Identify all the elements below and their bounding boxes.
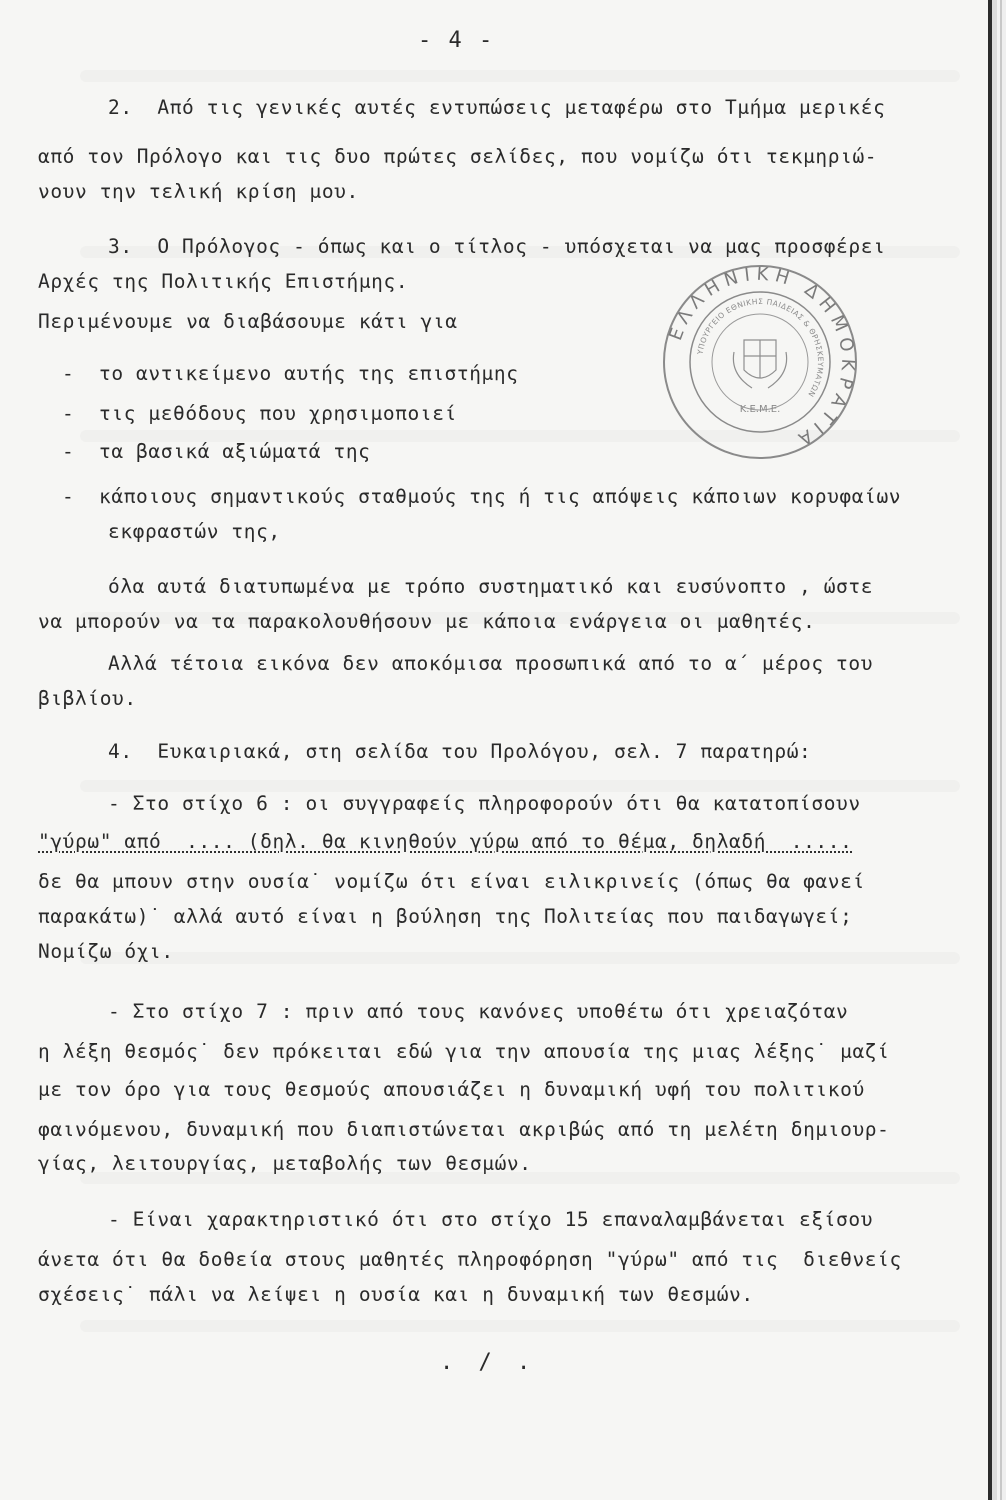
list-item: - το αντικείμενο αυτής της επιστήμης	[62, 362, 519, 385]
bleed-through	[80, 952, 960, 964]
text-line: Αρχές της Πολιτικής Επιστήμης.	[38, 270, 409, 293]
text-line: - Στο στίχο 7 : πριν από τους κανόνες υποθέτω ότι χρειαζόταν	[108, 1000, 849, 1023]
seal-inner-text: ΥΠΟΥΡΓΕΙΟ ΕΘΝΙΚΗΣ ΠΑΙΔΕΙΑΣ & ΘΡΗΣΚΕΥΜΑΤΩΝ	[695, 296, 826, 399]
text-line: με τον όρο για τους θεσμούς απουσιάζει η δυναμική υφή του πολιτικού	[38, 1078, 865, 1101]
seal-outer-text: ΕΛΛΗΝΙΚΗ ΔΗΜΟΚΡΑΤΙΑ	[665, 263, 859, 453]
page-number: - 4 -	[418, 28, 495, 53]
bleed-through	[80, 70, 960, 82]
text-line: φαινόμενου, δυναμική που διαπιστώνεται ακριβώς από τη μελέτη δημιουρ-	[38, 1118, 890, 1141]
text-line: παρακάτω)˙ αλλά αυτό είναι η βούληση της Πολιτείας που παιδαγωγεί;	[38, 905, 853, 928]
text-line: 2. Από τις γενικές αυτές εντυπώσεις μεταφέρω στο Τμήμα μερικές	[108, 96, 886, 119]
text-line: σχέσεις˙ πάλι να λείψει η ουσία και η δυναμική των θεσμών.	[38, 1283, 754, 1306]
text-line: βιβλίου.	[38, 687, 137, 710]
text-line: - Στο στίχο 6 : οι συγγραφείς πληροφορούν ότι θα κατατοπίσουν	[108, 792, 861, 815]
text-line-underlined: "γύρω" από .... (δηλ. θα κινηθούν γύρω από το θέμα, δηλαδή .....	[38, 830, 853, 853]
text-line: 3. Ο Πρόλογος - όπως και ο τίτλος - υπόσχεται να μας προσφέρει	[108, 235, 886, 258]
text-line: από τον Πρόλογο και τις δυο πρώτες σελίδες, που νομίζω ότι τεκμηριώ-	[38, 145, 878, 168]
text-line: εκφραστών της,	[108, 520, 281, 543]
scan-edge	[988, 0, 1006, 1500]
official-seal-stamp	[660, 262, 860, 462]
bleed-through	[80, 1320, 960, 1332]
text-line: γίας, λειτουργίας, μεταβολής των θεσμών.	[38, 1152, 532, 1175]
text-line: Αλλά τέτοια εικόνα δεν αποκόμισα προσωπικά από το α΄ μέρος του	[108, 652, 874, 675]
list-item: - τις μεθόδους που χρησιμοποιεί	[62, 402, 457, 425]
text-line: - Είναι χαρακτηριστικό ότι στο στίχο 15 επαναλαμβάνεται εξίσου	[108, 1208, 874, 1231]
text-line: 4. Ευκαιριακά, στη σελίδα του Προλόγου, σελ. 7 παρατηρώ:	[108, 740, 812, 763]
coat-of-arms-icon	[733, 340, 786, 388]
text-line: Νομίζω όχι.	[38, 940, 174, 963]
list-item: - τα βασικά αξιώματά της	[62, 440, 371, 463]
text-line: άνετα ότι θα δοθεία στους μαθητές πληροφόρηση "γύρω" από τις διεθνείς	[38, 1248, 902, 1271]
text-line: η λέξη θεσμός˙ δεν πρόκειται εδώ για την απουσία της μιας λέξης˙ μαζί	[38, 1040, 890, 1063]
text-line: να μπορούν να τα παρακολουθήσουν με κάποια ενάργεια οι μαθητές.	[38, 610, 816, 633]
text-line: Περιμένουμε να διαβάσουμε κάτι για	[38, 310, 458, 333]
continuation-mark: . / .	[440, 1350, 537, 1375]
text-line: δε θα μπουν στην ουσία˙ νομίζω ότι είναι ειλικρινείς (όπως θα φανεί	[38, 870, 865, 893]
seal-bottom-text: Κ.Ε.Μ.Ε.	[739, 404, 781, 415]
bleed-through	[80, 780, 960, 792]
list-item: - κάποιους σημαντικούς σταθμούς της ή τις απόψεις κάποιων κορυφαίων	[62, 485, 902, 508]
text-line: νουν την τελική κρίση μου.	[38, 180, 359, 203]
text-line: όλα αυτά διατυπωμένα με τρόπο συστηματικό και ευσύνοπτο , ώστε	[108, 575, 874, 598]
